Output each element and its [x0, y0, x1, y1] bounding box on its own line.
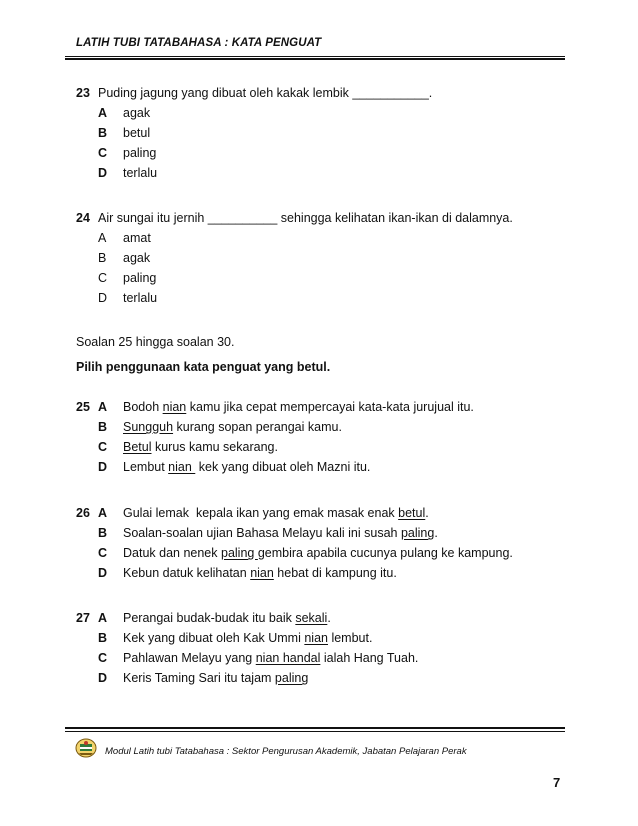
option-text: amat — [123, 231, 151, 245]
option-letter: A — [98, 506, 108, 520]
option-text: Betul kurus kamu sekarang. — [123, 440, 278, 454]
option-letter: D — [98, 566, 108, 580]
underlined-intensifier: nian — [250, 566, 274, 580]
question-stem: Air sungai itu jernih __________ sehingga kelihatan ikan-ikan di dalamnya. — [98, 211, 513, 225]
option-letter: A — [98, 400, 108, 414]
option-text: paling — [123, 146, 157, 160]
underlined-intensifier: paling — [221, 546, 258, 560]
question-stem: Puding jagung yang dibuat oleh kakak lembik ___________. — [98, 86, 433, 100]
option-text: Perangai budak-budak itu baik sekali. — [123, 611, 331, 625]
underlined-intensifier: nian handal — [255, 651, 321, 665]
footer-rule-thin — [65, 731, 565, 732]
option-letter: B — [98, 251, 107, 265]
underlined-intensifier: Sungguh — [123, 420, 174, 434]
option-text: terlalu — [123, 291, 158, 305]
option-letter: A — [98, 231, 107, 245]
option-letter: A — [98, 106, 108, 120]
footer-text: Modul Latih tubi Tatabahasa : Sektor Pengurusan Akademik, Jabatan Pelajaran Perak — [105, 746, 467, 757]
option-text: Bodoh nian kamu jika cepat mempercayai kata-kata jurujual itu. — [123, 400, 474, 414]
option-letter: A — [98, 611, 108, 625]
option-text: agak — [123, 106, 151, 120]
option-text: Keris Taming Sari itu tajam paling — [123, 671, 309, 685]
option-text: Kebun datuk kelihatan nian hebat di kampung itu. — [123, 566, 397, 580]
question-number: 23 — [76, 86, 90, 100]
underlined-intensifier: paling — [274, 671, 309, 685]
option-letter: B — [98, 631, 108, 645]
question-number: 24 — [76, 211, 90, 225]
option-text: Lembut nian kek yang dibuat oleh Mazni itu. — [123, 460, 371, 474]
option-text: terlalu — [123, 166, 158, 180]
option-text: Kek yang dibuat oleh Kak Ummi nian lembut. — [123, 631, 373, 645]
option-text: agak — [123, 251, 151, 265]
option-text: Gulai lemak kepala ikan yang emak masak enak betul. — [123, 506, 429, 520]
option-letter: C — [98, 546, 108, 560]
underlined-intensifier: nian — [168, 460, 196, 474]
option-letter: D — [98, 166, 108, 180]
option-text: Pahlawan Melayu yang nian handal ialah Hang Tuah. — [123, 651, 419, 665]
option-letter: C — [98, 271, 108, 285]
option-text: Datuk dan nenek paling gembira apabila cucunya pulang ke kampung. — [123, 546, 513, 560]
question-number: 26 — [76, 506, 90, 520]
option-letter: C — [98, 440, 108, 454]
option-letter: B — [98, 526, 108, 540]
option-letter: D — [98, 460, 108, 474]
question-number: 25 — [76, 400, 90, 414]
option-letter: B — [98, 420, 108, 434]
option-letter: C — [98, 651, 108, 665]
section-instruction: Pilih penggunaan kata penguat yang betul. — [76, 360, 331, 374]
section-range-note: Soalan 25 hingga soalan 30. — [76, 335, 235, 349]
underlined-intensifier: betul — [398, 506, 426, 520]
option-text: betul — [123, 126, 151, 140]
header-rule-thick — [65, 58, 565, 60]
option-letter: B — [98, 126, 108, 140]
option-letter: C — [98, 146, 108, 160]
option-letter: D — [98, 671, 108, 685]
footer-rule-thick — [65, 727, 565, 729]
option-letter: D — [98, 291, 108, 305]
option-text: Soalan-soalan ujian Bahasa Melayu kali ini susah paling. — [123, 526, 438, 540]
page-number: 7 — [553, 775, 561, 790]
underlined-intensifier: paling — [400, 526, 435, 540]
underlined-intensifier: Betul — [123, 440, 152, 454]
document-header-title: LATIH TUBI TATABAHASA : KATA PENGUAT — [76, 37, 322, 49]
underlined-intensifier: sekali — [295, 611, 328, 625]
header-rule-thin — [65, 56, 565, 57]
underlined-intensifier: nian — [162, 400, 187, 414]
question-number: 27 — [76, 611, 90, 625]
option-text: Sungguh kurang sopan perangai kamu. — [123, 420, 342, 434]
underlined-intensifier: nian — [304, 631, 328, 645]
option-text: paling — [123, 271, 157, 285]
perak-crest-icon — [75, 738, 97, 758]
